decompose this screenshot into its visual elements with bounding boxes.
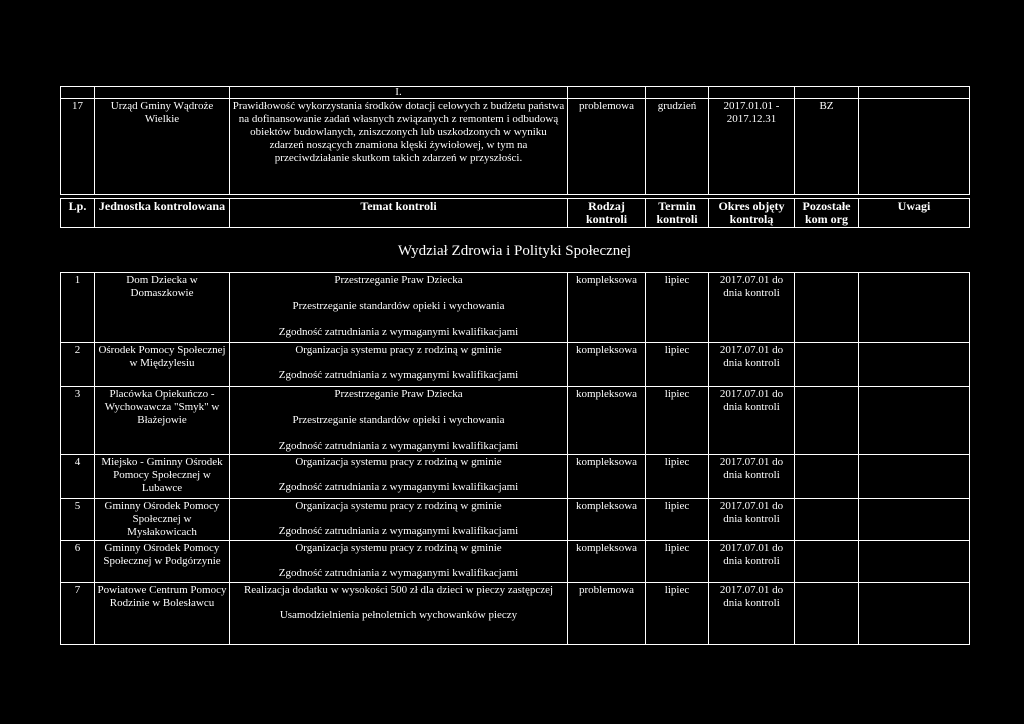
topic-item: Zgodność zatrudniania z wymaganymi kwalifikacjami xyxy=(278,440,519,452)
table-row xyxy=(61,99,970,195)
row-topics xyxy=(230,499,568,541)
row-topics xyxy=(230,387,568,455)
inspection-table-body xyxy=(61,273,970,645)
row-topics xyxy=(230,343,568,387)
row-unit: Dom Dziecka w Domaszkowie xyxy=(95,273,230,343)
topic-item: Zgodność zatrudniania z wymaganymi kwalifikacjami xyxy=(278,567,519,579)
row-lp: 2 xyxy=(61,343,95,387)
row-lp: 5 xyxy=(61,499,95,541)
col-header-term: Termin kontroli xyxy=(646,199,709,228)
column-header-table xyxy=(60,198,970,228)
row-period: 2017.07.01 do dnia kontroli xyxy=(709,499,795,541)
table-row xyxy=(61,455,970,499)
row-notes xyxy=(859,387,970,455)
row-period: 2017.07.01 do dnia kontroli xyxy=(709,343,795,387)
row-other xyxy=(795,499,859,541)
row-topic: Prawidłowość wykorzystania środków dotacji celowych z budżetu państwa na dofinansowanie zadań własnych związanych z remontem i odbudową obiektów budowlanych, zniszczonych lub uszkodzonych w wyniku zdarzeń noszących znamiona klęski żywiołowej, w tym na przeciwdziałanie skutkom takich zdarzeń w przyszłości. xyxy=(230,99,568,195)
header-mark-row xyxy=(61,87,970,99)
topic-item: Zgodność zatrudniania z wymaganymi kwalifikacjami xyxy=(278,369,519,381)
col-header-notes: Uwagi xyxy=(859,199,970,228)
row-type: kompleksowa xyxy=(568,455,646,499)
table-row xyxy=(61,583,970,645)
row-term: lipiec xyxy=(646,583,709,645)
row-notes xyxy=(859,343,970,387)
row-unit: Gminny Ośrodek Pomocy Społecznej w Mysłakowicach xyxy=(95,499,230,541)
row-topics xyxy=(230,455,568,499)
row-period: 2017.07.01 do dnia kontroli xyxy=(709,273,795,343)
row-period: 2017.07.01 do dnia kontroli xyxy=(709,541,795,583)
row-other xyxy=(795,455,859,499)
table-row xyxy=(61,499,970,541)
row-unit: Urząd Gminy Wądroże Wielkie xyxy=(95,99,230,195)
row-type: kompleksowa xyxy=(568,541,646,583)
topic-item: Organizacja systemu pracy z rodziną w gminie xyxy=(295,456,502,468)
topic-item: Zgodność zatrudniania z wymaganymi kwalifikacjami xyxy=(278,525,519,537)
row-term: lipiec xyxy=(646,343,709,387)
row-notes xyxy=(859,541,970,583)
row-topics xyxy=(230,541,568,583)
row-other xyxy=(795,273,859,343)
col-header-type: Rodzaj kontroli xyxy=(568,199,646,228)
row-term: lipiec xyxy=(646,455,709,499)
row-lp: 6 xyxy=(61,541,95,583)
topic-item: Organizacja systemu pracy z rodziną w gminie xyxy=(295,500,502,512)
row-unit: Placówka Opiekuńczo - Wychowawcza "Smyk" w Błażejowie xyxy=(95,387,230,455)
inspection-table xyxy=(60,272,970,645)
row-lp: 1 xyxy=(61,273,95,343)
header-mark: I. xyxy=(230,87,568,99)
row-lp: 3 xyxy=(61,387,95,455)
row-other xyxy=(795,343,859,387)
row-other xyxy=(795,541,859,583)
col-header-period: Okres objęty kontrolą xyxy=(709,199,795,228)
topic-item: Organizacja systemu pracy z rodziną w gminie xyxy=(295,542,502,554)
row-other: BZ xyxy=(795,99,859,195)
row-unit: Miejsko - Gminny Ośrodek Pomocy Społecznej w Lubawce xyxy=(95,455,230,499)
col-header-lp: Lp. xyxy=(61,199,95,228)
topic-item: Przestrzeganie standardów opieki i wychowania xyxy=(292,414,505,426)
row-type: kompleksowa xyxy=(568,499,646,541)
column-header-row xyxy=(61,199,970,228)
row-lp: 17 xyxy=(61,99,95,195)
section-title: Wydział Zdrowia i Polityki Społecznej xyxy=(397,243,632,259)
table-row xyxy=(61,387,970,455)
row-period: 2017.01.01 - 2017.12.31 xyxy=(709,99,795,195)
row-type: kompleksowa xyxy=(568,387,646,455)
row-unit: Ośrodek Pomocy Społecznej w Międzylesiu xyxy=(95,343,230,387)
topic-item: Zgodność zatrudniania z wymaganymi kwalifikacjami xyxy=(278,326,519,338)
row-term: lipiec xyxy=(646,273,709,343)
table-row xyxy=(61,343,970,387)
row-notes xyxy=(859,99,970,195)
row-unit: Powiatowe Centrum Pomocy Rodzinie w Bolesławcu xyxy=(95,583,230,645)
row-period: 2017.07.01 do dnia kontroli xyxy=(709,455,795,499)
row-period: 2017.07.01 do dnia kontroli xyxy=(709,583,795,645)
row-topics xyxy=(230,273,568,343)
topic-item: Przestrzeganie Praw Dziecka xyxy=(334,388,463,400)
row-notes xyxy=(859,499,970,541)
row-type: problemowa xyxy=(568,99,646,195)
row-period: 2017.07.01 do dnia kontroli xyxy=(709,387,795,455)
row-term: lipiec xyxy=(646,387,709,455)
row-notes xyxy=(859,455,970,499)
row-type: kompleksowa xyxy=(568,343,646,387)
col-header-other: Pozostałe kom org xyxy=(795,199,859,228)
row-notes xyxy=(859,273,970,343)
row-term: lipiec xyxy=(646,541,709,583)
row-lp: 4 xyxy=(61,455,95,499)
col-header-unit: Jednostka kontrolowana xyxy=(95,199,230,228)
row-lp: 7 xyxy=(61,583,95,645)
topic-item: Usamodzielnienia pełnoletnich wychowanków pieczy xyxy=(279,609,518,621)
topic-item: Organizacja systemu pracy z rodziną w gminie xyxy=(295,344,502,356)
row-type: problemowa xyxy=(568,583,646,645)
topic-item: Przestrzeganie standardów opieki i wychowania xyxy=(292,300,505,312)
topic-item: Realizacja dodatku w wysokości 500 zł dla dzieci w pieczy zastępczej xyxy=(243,584,554,596)
table-row xyxy=(61,541,970,583)
row-term: lipiec xyxy=(646,499,709,541)
row-type: kompleksowa xyxy=(568,273,646,343)
row-topics xyxy=(230,583,568,645)
row-notes xyxy=(859,583,970,645)
topic-item: Przestrzeganie Praw Dziecka xyxy=(334,274,463,286)
previous-section-table xyxy=(60,86,970,195)
table-row xyxy=(61,273,970,343)
row-term: grudzień xyxy=(646,99,709,195)
col-header-topic: Temat kontroli xyxy=(230,199,568,228)
row-other xyxy=(795,583,859,645)
row-unit: Gminny Ośrodek Pomocy Społecznej w Podgórzynie xyxy=(95,541,230,583)
topic-item: Zgodność zatrudniania z wymaganymi kwalifikacjami xyxy=(278,481,519,493)
row-other xyxy=(795,387,859,455)
